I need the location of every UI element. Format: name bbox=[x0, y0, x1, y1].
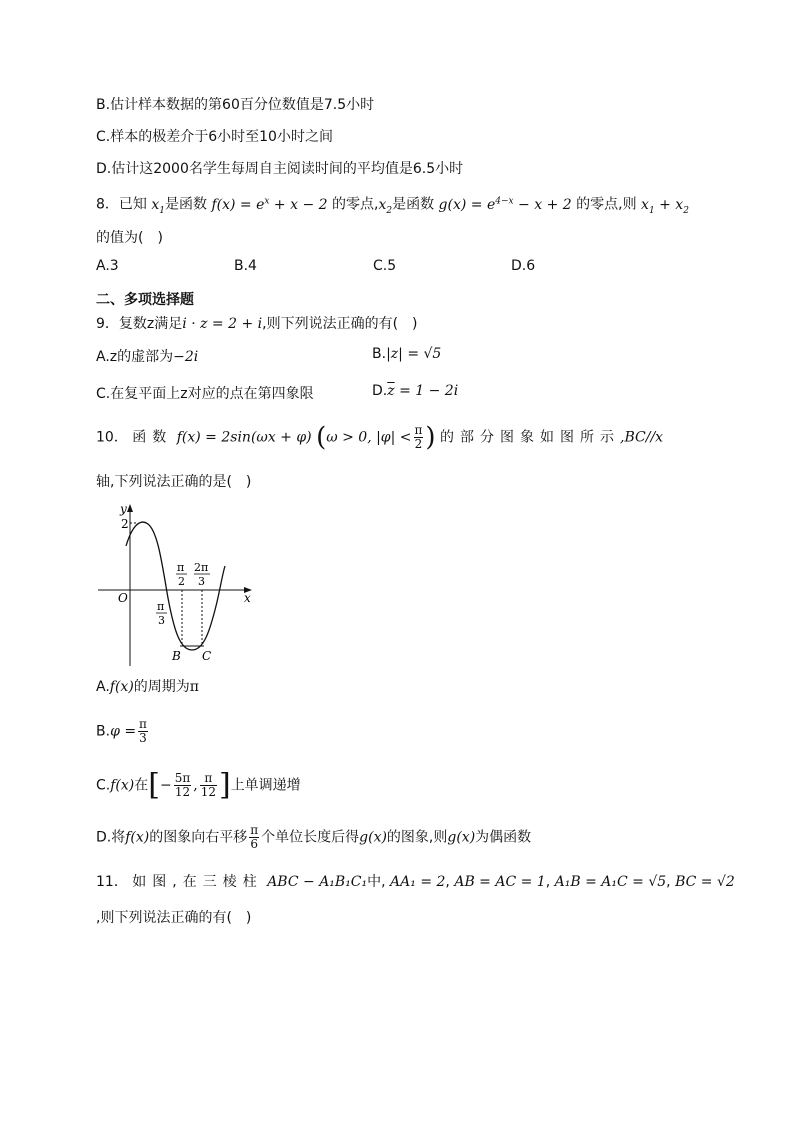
y-max-label: 2 bbox=[121, 517, 129, 531]
q10-condition: ω > 0, |φ| < bbox=[326, 429, 412, 446]
q8-text1: 是函数 bbox=[165, 196, 208, 213]
bracket-close: ] bbox=[218, 767, 231, 803]
origin-label: O bbox=[118, 591, 128, 605]
q8-option-d: D.6 bbox=[511, 258, 536, 274]
q8-stem bbox=[96, 190, 689, 221]
q10-option-a: A.f(x)的周期为π bbox=[96, 679, 199, 695]
q10-option-d: D.将f(x)的图象向右平移 $\frac{\pi}{6}$ 个单位长度后得g(x)的图象,则g(x)为偶函数 bbox=[96, 823, 532, 851]
q10-fraction: $\frac{\pi}{2}$ bbox=[414, 423, 423, 451]
q9-option-c: C.在复平面上z对应的点在第四象限 bbox=[96, 386, 314, 402]
point-c-label: C bbox=[202, 649, 212, 663]
q10-option-b: B.φ = $\frac{\pi}{3}$ bbox=[96, 717, 147, 745]
q11-stem: 11． 如图,在三棱柱 ABC − A₁B₁C₁中, AA₁ = 2, AB = AC = 1, A₁B = A₁C = √5, BC = √2 bbox=[96, 874, 735, 890]
tick-2pi3-num: 2π bbox=[194, 561, 209, 574]
q8-text3: 是函数 bbox=[392, 196, 435, 213]
tick-2pi3-den: 3 bbox=[198, 575, 205, 588]
x-axis-label: x bbox=[244, 591, 251, 605]
q8-option-b: B.4 bbox=[234, 258, 257, 274]
q9-equation: i · z = 2 + i bbox=[182, 316, 263, 332]
sine-curve bbox=[126, 522, 225, 650]
q8-option-c: C.5 bbox=[373, 258, 397, 274]
q7-option-b: B.估计样本数据的第60百分位数值是7.5小时 bbox=[96, 97, 375, 113]
q10-stem-line2: 轴,下列说法正确的是( ) bbox=[96, 474, 252, 490]
q10-graph bbox=[92, 498, 262, 668]
q7-option-c: C.样本的极差介于6小时至10小时之间 bbox=[96, 129, 333, 145]
q8-text2: 的零点, bbox=[332, 196, 379, 213]
q9-option-a: A.z的虚部为−2i bbox=[96, 349, 199, 365]
q8-number: 8．已知 bbox=[96, 196, 147, 213]
q9-stem: 9．复数z满足i · z = 2 + i,则下列说法正确的有( ) bbox=[96, 316, 418, 332]
q11-prism: ABC − A₁B₁C₁ bbox=[267, 874, 368, 890]
q10-function: f(x) = 2sin(ωx + φ) bbox=[176, 429, 312, 446]
bracket-open: [ bbox=[148, 767, 160, 803]
q8-x1: $x_1$ bbox=[151, 196, 166, 216]
tick-pi2-den: 2 bbox=[178, 575, 185, 588]
q8-f-def: $f(x) = e^x + x - 2$ bbox=[211, 196, 328, 213]
q8-g-def: $g(x) = e^{4-x} - x + 2$ bbox=[438, 196, 572, 213]
paren-close: ) bbox=[425, 422, 436, 453]
point-b-label: B bbox=[172, 649, 181, 663]
tick-pi3-num: π bbox=[157, 600, 165, 613]
paren-open: ( bbox=[316, 422, 327, 453]
q8-sum: $x_1 + x_2$ bbox=[641, 196, 689, 216]
q7-option-d: D.估计这2000名学生每周自主阅读时间的平均值是6.5小时 bbox=[96, 161, 464, 177]
q8-text4: 的零点,则 bbox=[576, 196, 637, 213]
q10-option-c: C.f(x)在[− $\frac{5\pi}{12}$ , $\frac{\pi}{12}$ ]上单调递增 bbox=[96, 767, 301, 803]
tick-pi3-den: 3 bbox=[158, 614, 165, 627]
y-axis-arrow bbox=[127, 504, 133, 512]
q11-stem-line2: ,则下列说法正确的有( ) bbox=[96, 910, 252, 926]
y-axis-label: y bbox=[120, 502, 127, 516]
section-heading: 二、多项选择题 bbox=[96, 292, 194, 308]
q10-stem: 10． 函数 f(x) = 2sin(ωx + φ) (ω > 0, |φ| < $\frac{\pi}{2}$ ) 的部分图象如图所示,BC//x bbox=[96, 422, 664, 453]
q8-x2: $x_2$ bbox=[378, 196, 393, 216]
q8-option-a: A.3 bbox=[96, 258, 119, 274]
q8-stem-line2: 的值为( ) bbox=[96, 230, 163, 246]
q9-option-b: B.|z| = √5 bbox=[372, 346, 442, 362]
tick-pi2-num: π bbox=[177, 561, 185, 574]
q9-option-d: $D.\overline{z} = 1 - 2i$ bbox=[372, 383, 459, 399]
